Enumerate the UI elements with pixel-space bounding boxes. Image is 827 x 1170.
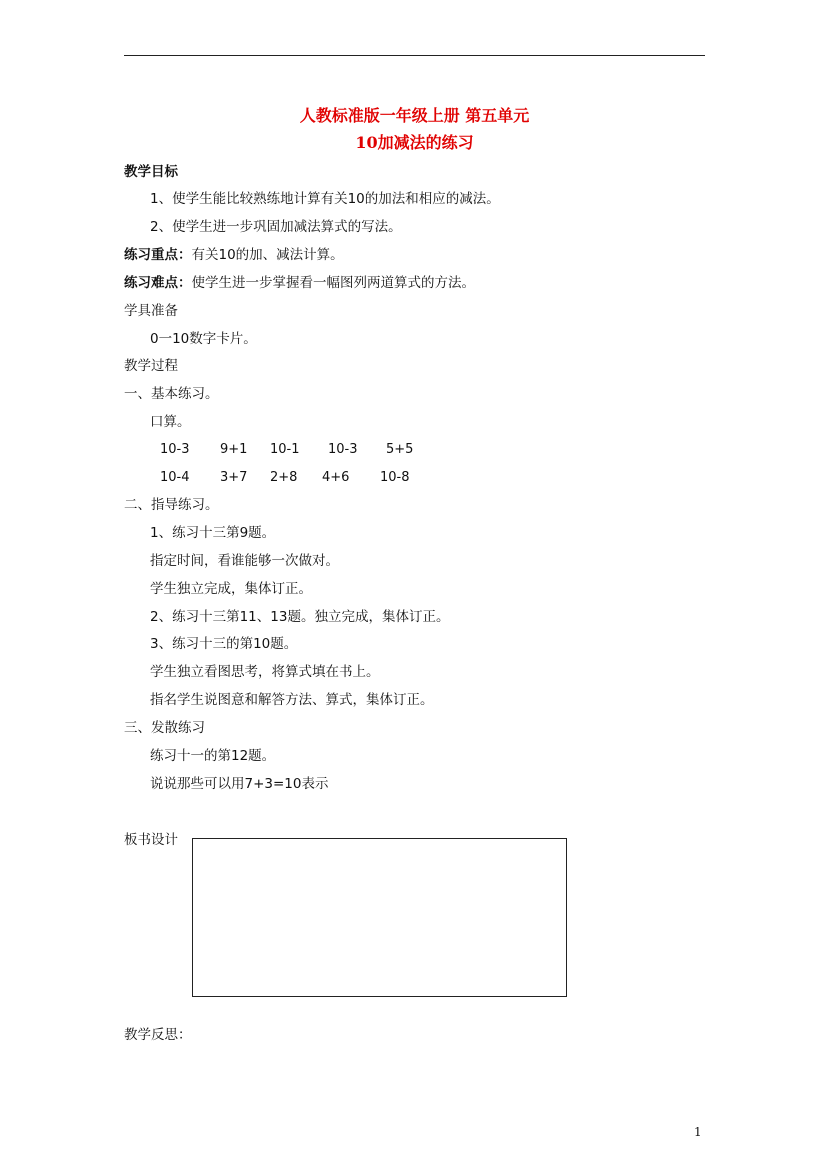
process-heading: 教学过程 bbox=[124, 358, 178, 374]
oral-calc-label: 口算。 bbox=[150, 414, 191, 430]
key-point-line bbox=[124, 246, 344, 264]
difficulty-line bbox=[124, 274, 475, 292]
goal-item-2: 2、使学生进一步巩固加减法算式的写法。 bbox=[150, 219, 402, 235]
calc-cell: 10-3 bbox=[160, 442, 190, 457]
section-3-heading: 三、发散练习 bbox=[124, 720, 205, 736]
list-item: 学生独立完成，集体订正。 bbox=[150, 581, 312, 597]
key-point-text: 有关10的加、减法计算。 bbox=[191, 247, 344, 263]
reflection-label: 教学反思： bbox=[124, 1027, 192, 1043]
calc-cell: 10-4 bbox=[160, 470, 190, 485]
header-rule bbox=[124, 55, 705, 56]
calc-cell: 5+5 bbox=[386, 442, 414, 457]
document-title: 人教标准版一年级上册 第五单元 bbox=[299, 106, 530, 125]
list-item: 2、练习十三第11、13题。独立完成，集体订正。 bbox=[150, 609, 450, 625]
list-item: 3、练习十三的第10题。 bbox=[150, 636, 298, 652]
calc-cell: 4+6 bbox=[322, 470, 350, 485]
goal-item-1: 1、使学生能比较熟练地计算有关10的加法和相应的减法。 bbox=[150, 191, 500, 207]
calc-cell: 2+8 bbox=[270, 470, 298, 485]
materials-text: 0一10数字卡片。 bbox=[150, 331, 257, 347]
document-subtitle: 10加减法的练习 bbox=[355, 133, 474, 152]
list-item: 学生独立看图思考，将算式填在书上。 bbox=[150, 664, 380, 680]
calc-cell: 10-1 bbox=[270, 442, 300, 457]
list-item: 指定时间，看谁能够一次做对。 bbox=[150, 553, 339, 569]
list-item: 指名学生说图意和解答方法、算式，集体订正。 bbox=[150, 692, 434, 708]
board-design-box bbox=[192, 838, 567, 997]
difficulty-label: 练习难点： bbox=[124, 275, 192, 291]
page-number: 1 bbox=[694, 1125, 702, 1139]
calc-cell: 9+1 bbox=[220, 442, 248, 457]
list-item: 说说那些可以用7+3=10表示 bbox=[150, 776, 329, 792]
section-2-heading: 二、指导练习。 bbox=[124, 497, 219, 513]
calc-cell: 10-8 bbox=[380, 470, 410, 485]
materials-heading: 学具准备 bbox=[124, 303, 178, 319]
section-1-heading: 一、基本练习。 bbox=[124, 386, 219, 402]
list-item: 1、练习十三第9题。 bbox=[150, 525, 276, 541]
goals-heading: 教学目标 bbox=[124, 164, 178, 180]
board-design-label: 板书设计 bbox=[124, 832, 178, 848]
list-item: 练习十一的第12题。 bbox=[150, 748, 276, 764]
difficulty-text: 使学生进一步掌握看一幅图列两道算式的方法。 bbox=[191, 275, 475, 291]
calc-cell: 10-3 bbox=[328, 442, 358, 457]
calc-cell: 3+7 bbox=[220, 470, 248, 485]
key-point-label: 练习重点： bbox=[124, 247, 192, 263]
